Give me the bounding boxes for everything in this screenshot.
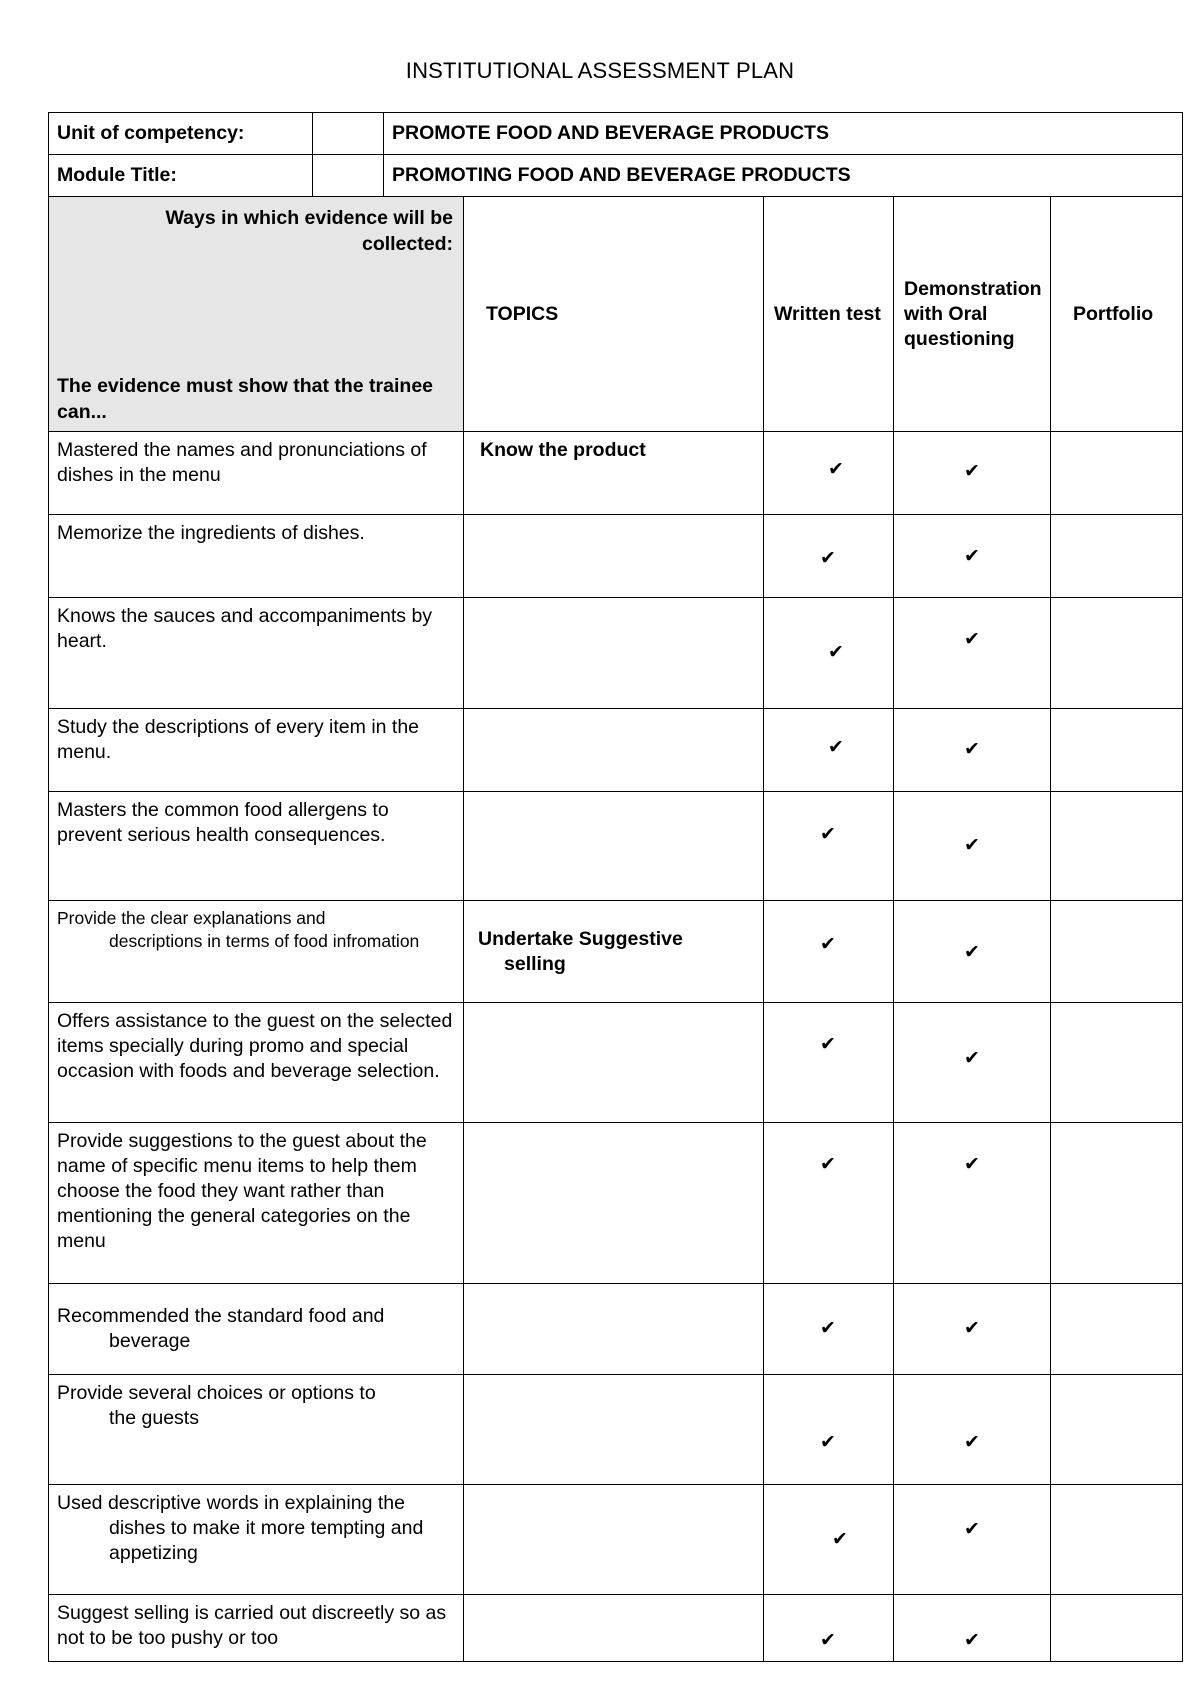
- demonstration-cell: [894, 1485, 1051, 1595]
- check-icon: ✔: [820, 1318, 836, 1339]
- portfolio-cell: [1051, 515, 1183, 598]
- portfolio-cell: [1051, 792, 1183, 901]
- criterion-text: Provide the clear explanations and: [57, 908, 326, 928]
- check-icon: ✔: [828, 642, 844, 663]
- topic-cell: [464, 709, 764, 792]
- check-icon: ✔: [964, 1154, 980, 1175]
- criterion-text-continued: descriptions in terms of food infromation: [109, 931, 420, 951]
- module-row: [49, 155, 1183, 197]
- written-test-cell: [764, 901, 894, 1003]
- criterion-cell: [49, 901, 464, 1003]
- written-test-cell: [764, 598, 894, 709]
- criterion-cell: Offers assistance to the guest on the selected items specially during promo and special occasion with foods and beverage selection.: [49, 1003, 464, 1123]
- unit-row: [49, 113, 1183, 155]
- demonstration-cell: [894, 1375, 1051, 1485]
- criterion-cell: [49, 1284, 464, 1375]
- criterion-cell: [49, 1485, 464, 1595]
- check-icon: ✔: [820, 824, 836, 845]
- topic-cell: [464, 1284, 764, 1375]
- table-row: [49, 515, 1183, 598]
- criterion-text-continued: dishes to make it more tempting and appetizing: [109, 1517, 424, 1564]
- portfolio-cell: [1051, 598, 1183, 709]
- unit-label: Unit of competency:: [49, 113, 313, 155]
- document-title: INSTITUTIONAL ASSESSMENT PLAN: [405, 58, 795, 83]
- topic-cell: [464, 598, 764, 709]
- criterion-text-continued: the guests: [109, 1407, 199, 1429]
- portfolio-cell: [1051, 1003, 1183, 1123]
- topic-cell: Know the product: [464, 432, 764, 515]
- criterion-cell: Mastered the names and pronunciations of dishes in the menu: [49, 432, 464, 515]
- check-icon: ✔: [828, 737, 844, 758]
- topic-cell: [464, 1595, 764, 1662]
- criterion-text: Used descriptive words in explaining the: [57, 1492, 405, 1514]
- table-row: [49, 792, 1183, 901]
- table-row: [49, 598, 1183, 709]
- demonstration-cell: [894, 515, 1051, 598]
- check-icon: ✔: [828, 459, 844, 480]
- criterion-cell: Suggest selling is carried out discreetly so as not to be too pushy or too: [49, 1595, 464, 1662]
- written-test-cell: [764, 1595, 894, 1662]
- check-icon: ✔: [820, 1154, 836, 1175]
- check-icon: ✔: [964, 546, 980, 567]
- evidence-criteria-label: The evidence must show that the trainee can...: [57, 375, 434, 423]
- written-test-cell: [764, 432, 894, 515]
- check-icon: ✔: [964, 1048, 980, 1069]
- portfolio-cell: [1051, 1485, 1183, 1595]
- portfolio-cell: [1051, 432, 1183, 515]
- table-row: [49, 1485, 1183, 1595]
- written-test-cell: [764, 1284, 894, 1375]
- criterion-cell: [49, 1375, 464, 1485]
- demonstration-cell: [894, 1595, 1051, 1662]
- table-row: [49, 1003, 1183, 1123]
- module-value: PROMOTING FOOD AND BEVERAGE PRODUCTS: [384, 155, 1183, 197]
- criterion-cell: Knows the sauces and accompaniments by heart.: [49, 598, 464, 709]
- table-row: [49, 432, 1183, 515]
- portfolio-cell: [1051, 709, 1183, 792]
- table-row: [49, 709, 1183, 792]
- check-icon: ✔: [964, 1432, 980, 1453]
- demonstration-cell: [894, 1123, 1051, 1284]
- topic-text-continued: selling: [504, 952, 566, 975]
- table-row: [49, 901, 1183, 1003]
- written-test-header: Written test: [764, 197, 894, 432]
- demonstration-cell: [894, 1284, 1051, 1375]
- demonstration-cell: [894, 1003, 1051, 1123]
- demonstration-cell: [894, 598, 1051, 709]
- written-test-cell: [764, 792, 894, 901]
- demonstration-header: Demonstration with Oral questioning: [894, 197, 1051, 432]
- written-test-cell: [764, 709, 894, 792]
- topic-text: Undertake Suggestive: [478, 927, 683, 950]
- written-test-cell: [764, 1003, 894, 1123]
- unit-value: PROMOTE FOOD AND BEVERAGE PRODUCTS: [384, 113, 1183, 155]
- demonstration-cell: [894, 792, 1051, 901]
- check-icon: ✔: [820, 548, 836, 569]
- criterion-cell: Provide suggestions to the guest about the name of specific menu items to help them choose the food they want rather than mentioning the general categories on the menu: [49, 1123, 464, 1284]
- written-test-cell: [764, 515, 894, 598]
- portfolio-cell: [1051, 1284, 1183, 1375]
- written-test-cell: [764, 1123, 894, 1284]
- topic-cell: [464, 901, 764, 1003]
- module-spacer: [313, 155, 384, 197]
- written-test-cell: [764, 1375, 894, 1485]
- portfolio-cell: [1051, 1123, 1183, 1284]
- portfolio-cell: [1051, 1595, 1183, 1662]
- check-icon: ✔: [964, 942, 980, 963]
- criterion-cell: Study the descriptions of every item in the menu.: [49, 709, 464, 792]
- topics-header: TOPICS: [464, 197, 764, 432]
- topic-cell: [464, 1375, 764, 1485]
- topic-cell: [464, 1123, 764, 1284]
- check-icon: ✔: [964, 835, 980, 856]
- topic-cell: [464, 1003, 764, 1123]
- check-icon: ✔: [964, 629, 980, 650]
- check-icon: ✔: [820, 1432, 836, 1453]
- portfolio-header: Portfolio: [1051, 197, 1183, 432]
- topic-cell: [464, 515, 764, 598]
- criterion-cell: Masters the common food allergens to prevent serious health consequences.: [49, 792, 464, 901]
- demonstration-cell: [894, 901, 1051, 1003]
- table-row: [49, 1123, 1183, 1284]
- column-header-row: [49, 197, 1183, 432]
- evidence-header: [49, 197, 464, 432]
- check-icon: ✔: [964, 739, 980, 760]
- table-row: [49, 1375, 1183, 1485]
- check-icon: ✔: [832, 1529, 848, 1550]
- demonstration-cell: [894, 709, 1051, 792]
- evidence-methods-label: Ways in which evidence will be collected:: [165, 207, 453, 255]
- unit-spacer: [313, 113, 384, 155]
- table-row: [49, 1284, 1183, 1375]
- topic-cell: [464, 792, 764, 901]
- check-icon: ✔: [964, 1519, 980, 1540]
- topic-cell: [464, 1485, 764, 1595]
- table-row: [49, 1595, 1183, 1662]
- check-icon: ✔: [964, 1318, 980, 1339]
- check-icon: ✔: [964, 461, 980, 482]
- written-test-cell: [764, 1485, 894, 1595]
- check-icon: ✔: [820, 1034, 836, 1055]
- check-icon: ✔: [820, 934, 836, 955]
- portfolio-cell: [1051, 1375, 1183, 1485]
- portfolio-cell: [1051, 901, 1183, 1003]
- module-label: Module Title:: [49, 155, 313, 197]
- criterion-text: Provide several choices or options to: [57, 1382, 376, 1404]
- assessment-plan-table: [48, 112, 1183, 1662]
- criterion-text: Recommended the standard food and: [57, 1305, 385, 1327]
- criterion-text-continued: beverage: [109, 1330, 191, 1352]
- criterion-cell: Memorize the ingredients of dishes.: [49, 515, 464, 598]
- demonstration-cell: [894, 432, 1051, 515]
- check-icon: ✔: [964, 1630, 980, 1651]
- check-icon: ✔: [820, 1630, 836, 1651]
